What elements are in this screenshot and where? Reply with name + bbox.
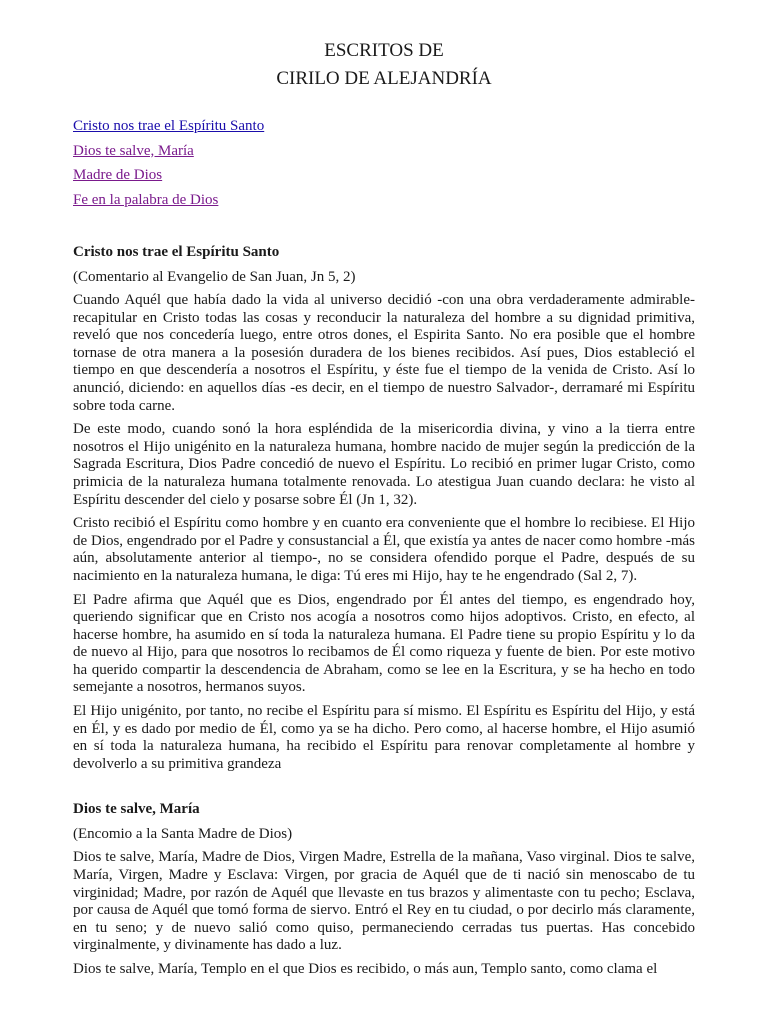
- title-line-2: CIRILO DE ALEJANDRÍA: [276, 68, 492, 89]
- paragraph: Dios te salve, María, Madre de Dios, Virgen Madre, Estrella de la mañana, Vaso virginal. Dios te salve, María, Virgen, Madre y Esclava: Virgen, por gracia de Aquél que de ti nació sin menoscabo de tu virginidad; Madre, por razón de Aquél que llevaste en tus brazos y alimentaste con tu pecho; Esclava, por causa de Aquél que tomó forma de siervo. Entró el Rey en tu ciudad, o por decirlo más claramente, en tu seno; y de nuevo salió como quiso, permaneciendo cerradas tus puertas. Has concebido virginalmente, y divinamente has dado a luz.: [73, 849, 695, 954]
- paragraph: Dios te salve, María, Templo en el que Dios es recibido, o más aun, Templo santo, como clama el: [73, 961, 658, 977]
- paragraph: El Hijo unigénito, por tanto, no recibe el Espíritu para sí mismo. El Espíritu es Espíritu del Hijo, y está en Él, y es dado por medio de Él, como ya se ha dicho. Pero como, al hacerse hombre, el Hijo asumió en sí toda la naturaleza humana, ha recibido el Espíritu para renovar completamente al hombre y devolverlo a su primitiva grandeza: [73, 703, 695, 772]
- table-of-contents: [73, 114, 695, 212]
- paragraph: El Padre afirma que Aquél que es Dios, engendrado por Él antes del tiempo, es engendrado hoy, queriendo significar que en Cristo nos acogía a nosotros como hijos adoptivos. Cristo, en efecto, al hacerse hombre, ha asumido en sí toda la naturaleza humana. El Padre tiene su propio Espíritu y lo da de nuevo al Hijo, para que nosotros lo recibamos de Él como riqueza y fuente de bien. Por este motivo ha querido compartir la descendencia de Abraham, como se lee en la Escritura, y se ha hecho en todo semejante a nosotros, hermanos suyos.: [73, 591, 695, 696]
- toc-link-madre-de-dios[interactable]: Madre de Dios: [73, 167, 163, 183]
- paragraph: Cristo recibió el Espíritu como hombre y en cuanto era conveniente que el hombre lo recibiese. El Hijo de Dios, engendrado por el Padre y consustancial a Él, que existía ya antes de nacer como hombre -más aún, absolutamente anterior al tiempo-, no se considera ofendido porque el Padre, después de su nacimiento en la naturaleza humana, le diga: Tú eres mi Hijo, hay te he engendrado (Sal 2, 7).: [73, 515, 695, 584]
- toc-link-espiritu-santo[interactable]: Cristo nos trae el Espíritu Santo: [73, 118, 265, 134]
- section-subtitle: (Encomio a la Santa Madre de Dios): [73, 826, 293, 843]
- toc-link-fe-en-la-palabra[interactable]: Fe en la palabra de Dios: [73, 191, 219, 208]
- section-heading: Dios te salve, María: [73, 801, 200, 818]
- paragraph: Cuando Aquél que había dado la vida al universo decidió -con una obra verdaderamente admirable- recapitular en Cristo todas las cosas y reconducir la naturaleza del hombre a su dignidad primitiva, reveló que nos concedería luego, entre otros dones, el Espirita Santo. No era posible que el hombre tornase de otra manera a la posesión duradera de los bienes recibidos. Así pues, Dios estableció el tiempo en que descendería a nosotros el Espíritu, y éste fue el tiempo de la venida de Cristo. Así lo anunció, diciendo: en aquellos días -es decir, en el tiempo de nuestro Salvador-, derramaré mi Espíritu sobre toda carne.: [73, 292, 695, 414]
- document-title: [73, 0, 695, 93]
- paragraph: De este modo, cuando sonó la hora espléndida de la misericordia divina, y vino a la tierra entre nosotros el Hijo unigénito en la naturaleza humana, hombre nacido de mujer según la predicción de la Sagrada Escritura, Dios Padre concedió de nuevo el Espíritu. Lo recibió en primer lugar Cristo, como primicia de la naturaleza humana totalmente renovada. Lo atestigua Juan cuando declara: he visto al Espíritu descender del cielo y posarse sobre Él (Jn 1, 32).: [73, 421, 695, 508]
- section-dios-te-salve: [73, 800, 695, 978]
- section-subtitle: (Comentario al Evangelio de San Juan, Jn 5, 2): [73, 269, 356, 285]
- toc-link-dios-te-salve[interactable]: Dios te salve, María: [73, 142, 194, 159]
- document-page: [73, 0, 695, 979]
- title-line-1: ESCRITOS DE: [324, 40, 444, 61]
- section-heading: Cristo nos trae el Espíritu Santo: [73, 244, 280, 260]
- section-espiritu-santo: [73, 243, 695, 773]
